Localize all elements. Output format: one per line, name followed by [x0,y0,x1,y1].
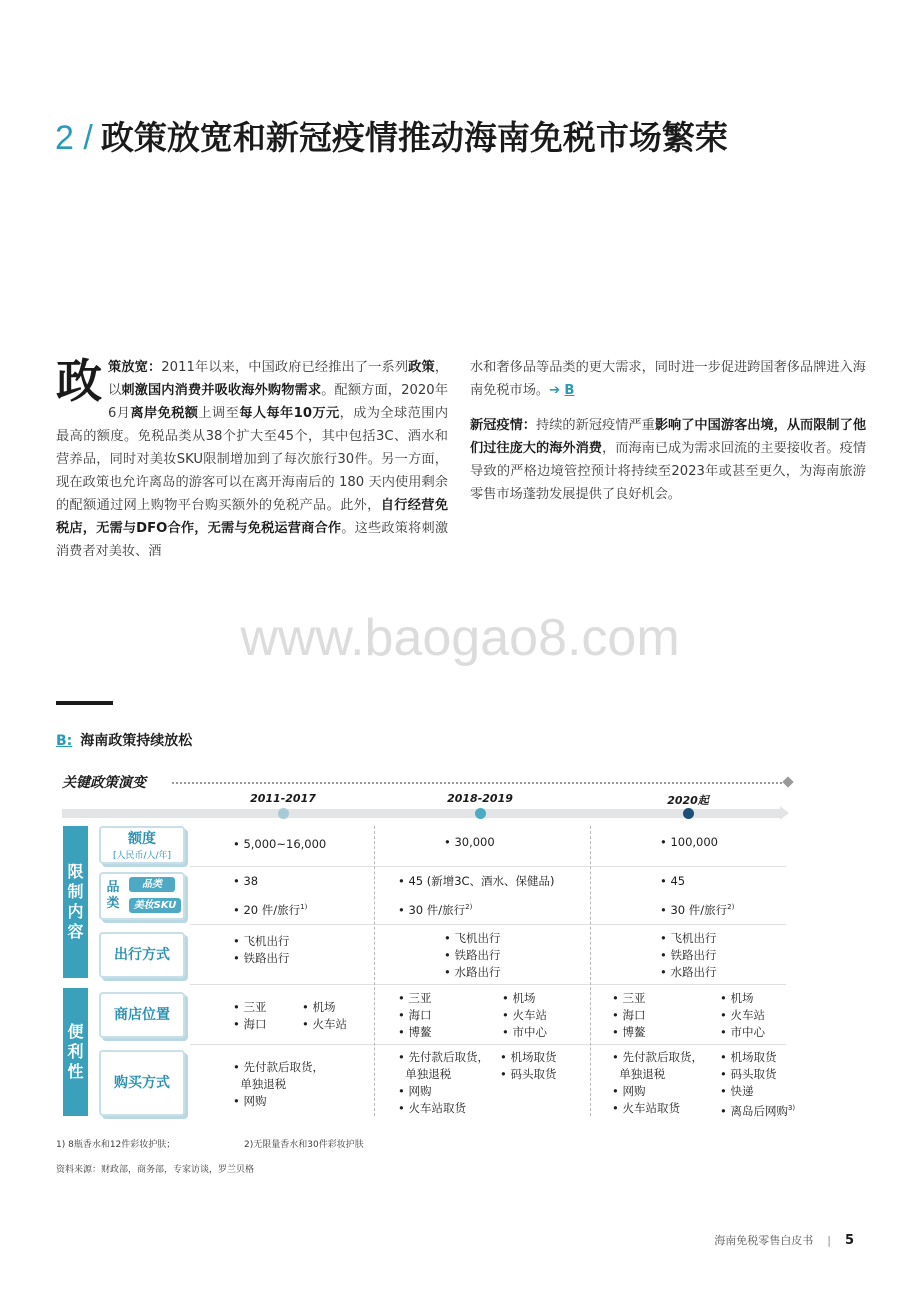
timeline-heading: 关键政策演变 [62,775,146,791]
cell-shop-city-2018: • 三亚 • 海口 • 博鳌 [398,991,432,1039]
row-divider [190,866,786,867]
p1-run-3: ，以 [108,360,449,398]
row-label-buy: 购买方式 [99,1050,185,1116]
p1-run-10: 自行经营免税店，无需与DFO合作，无需与免税运营商合作 [56,498,449,536]
source-note: 资料来源：财政部，商务部，专家访谈，罗兰贝格 [56,1165,255,1175]
figure-title-text: 海南政策持续放松 [80,733,193,749]
p2-run-0: 新冠疫情： [470,418,537,433]
cell-travel-2011: • 飞机出行 • 铁路出行 [233,934,290,965]
p1-run-5: 。配额方面，2020年6月 [108,383,449,421]
p1-run-6: 离岸免税额 [130,406,199,421]
row-label-travel: 出行方式 [99,932,185,978]
page-footer [714,1232,854,1248]
p1-run-1: 2011年以来，中国政府已经推出了一系列 [161,360,409,375]
period-label-2011-2017: 2011-2017 [250,792,316,805]
row-label-shop: 商店位置 [99,992,185,1038]
cell-buy-b-2018: • 机场取货 • 码头取货 [500,1050,557,1081]
cell-buy-2011: • 先付款后取货， 单独退税 • 网购 [233,1060,324,1108]
cell-category-2020: • 45 [660,874,686,888]
paragraph-policy-continued: 水和奢侈品等品类的更大需求，同时进一步促进跨国奢侈品牌进入海南免税市场。➔ B [470,360,866,398]
page-number: 5 [844,1233,854,1248]
timeline-arrow-icon [780,806,789,820]
cell-buy-a-2020: • 先付款后取货， 单独退税 • 网购 • 火车站取货 [612,1050,703,1115]
timeline-dot-2 [475,808,486,819]
p2-run-2: 影响了中国游客出境，从而限制了他们过往庞大的海外消费 [470,418,867,456]
body-column-left [56,356,448,563]
timeline-dot-1 [278,808,289,819]
cell-shop-venue-2011: • 机场 • 火车站 [302,1000,347,1031]
section-divider [56,701,113,705]
p1-run-0: 策放宽： [108,360,162,375]
page-title [55,112,728,159]
diamond-icon [782,776,793,787]
section-number: 2 / [55,119,93,157]
drop-cap: 政 [56,354,102,408]
row-label-quota: 额度 [人民币/人/年] [99,826,185,864]
body-column-right [470,356,866,506]
cell-shop-city-2011: • 三亚 • 海口 [233,1000,267,1031]
cell-buy-a-2018: • 先付款后取货， 单独退税 • 网购 • 火车站取货 [398,1050,489,1115]
arrow-right-icon: ➔ [549,383,561,398]
row-divider [190,1044,786,1045]
cell-shop-venue-2020: • 机场 • 火车站 • 市中心 [720,991,765,1039]
group-label-convenience: 便 利 性 [63,988,88,1116]
figure-reference-link[interactable]: B [564,383,575,398]
p1-run-8: 每人每年10万元 [239,406,340,421]
sub-label-category-count: 品类 [129,877,175,892]
cell-sku-2011: • 20 件/旅行$^{1)}$ [233,902,308,917]
p1-run-7: 上调至 [198,406,240,421]
paragraph-covid [470,414,866,506]
p2-run-1: 持续的新冠疫情严重 [536,418,655,433]
figure-title [56,730,192,750]
p1-run-2: 政策 [408,360,435,375]
cell-shop-city-2020: • 三亚 • 海口 • 博鳌 [612,991,646,1039]
cell-buy-b-2020: • 机场取货 • 码头取货 • 快递 • 离岛后网购$^{3)}$ [720,1050,796,1118]
p2-run-3: ，而海南已成为需求回流的主要接收者。疫情导致的严格边境管控预计将持续至2023年或甚至更久，为海南旅游零售市场蓬勃发展提供了良好机会。 [470,441,867,502]
cell-category-2011: • 38 [233,874,259,888]
row-label-category: 品 类 品类 美妆SKU [99,872,185,920]
cell-quota-2020: • 100,000 [660,835,718,849]
timeline-dot-3 [683,808,694,819]
cell-sku-2020: • 30 件/旅行$^{2)}$ [660,902,735,917]
footer-doc-title: 海南免税零售白皮书 [714,1234,814,1247]
row-divider [190,984,786,985]
cell-travel-2020: • 飞机出行 • 铁路出行 • 水路出行 [660,931,717,979]
sub-label-beauty-sku: 美妆SKU [129,898,181,913]
column-divider [590,826,591,1116]
footer-separator: | [827,1234,831,1247]
period-label-2018-2019: 2018-2019 [447,792,513,805]
p1-run-4: 刺激国内消费并吸收海外购物需求 [121,383,322,398]
p1-run-9: ，成为全球范围内最高的额度。免税品类从38个扩大至45个，其中包括3C、酒水和营养品，同时对美妆SKU限制增加到了每次旅行30件。另一方面，现在政策也允许离岛的游客可以在离开海南后的 180 天内使用剩余的配额通过网上购物平台购买额外的免税产品。此外， [56,406,449,513]
cell-sku-2018: • 30 件/旅行$^{2)}$ [398,902,473,917]
timeline-track [62,809,782,818]
column-divider [374,826,375,1116]
cell-travel-2018: • 飞机出行 • 铁路出行 • 水路出行 [444,931,501,979]
cell-category-2018: • 45 (新增3C、酒水、保健品) [398,874,555,888]
footnote-2: 2)无限量香水和30件彩妆护肤 [244,1140,364,1150]
watermark: www.baogao8.com [240,609,680,667]
row-divider [190,924,786,925]
cell-shop-venue-2018: • 机场 • 火车站 • 市中心 [502,991,547,1039]
cell-quota-2011: • 5,000~16,000 [233,837,327,851]
footnote-1: 1) 8瓶香水和12件彩妆护肤； [56,1140,176,1150]
paragraph-policy [56,354,449,559]
period-label-2020: 2020起 [667,794,709,807]
timeline-dotted-line [172,782,786,784]
figure-label: B: [56,733,73,749]
section-title: 政策放宽和新冠疫情推动海南免税市场繁荣 [100,118,728,157]
group-label-limits: 限 制 内 容 [63,826,88,978]
p1-run-11: 。这些政策将刺激消费者对美妆、酒 [56,521,449,559]
cell-quota-2018: • 30,000 [444,835,495,849]
